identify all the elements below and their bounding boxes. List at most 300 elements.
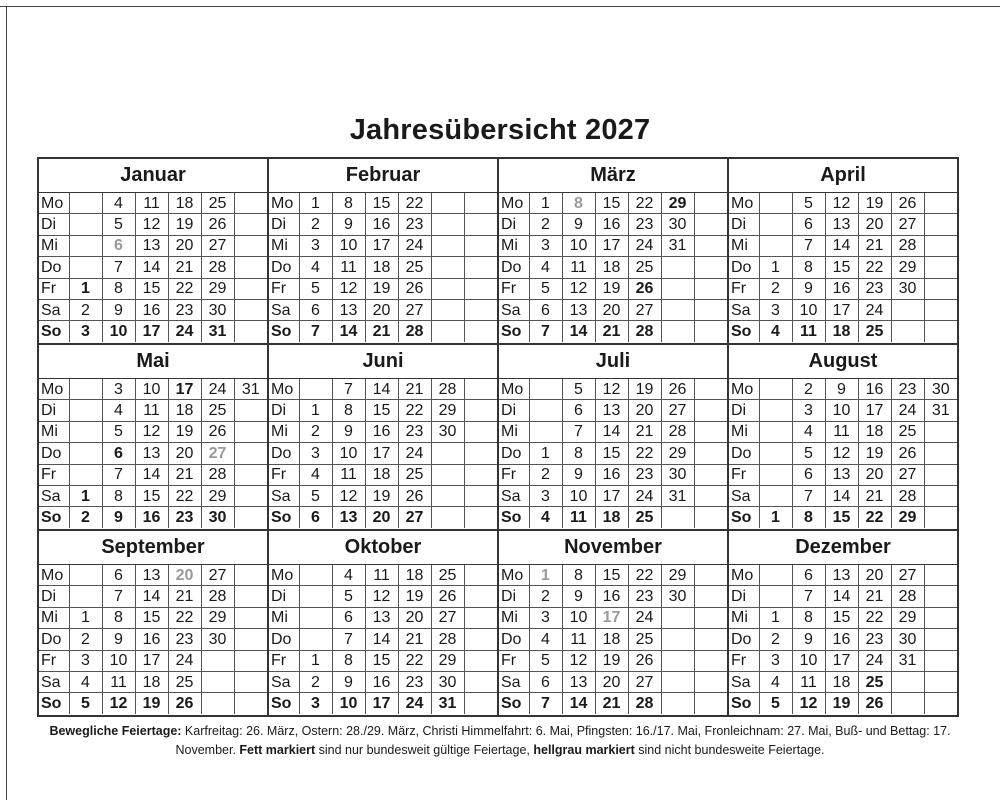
day-cell: 28 <box>201 464 234 485</box>
day-cell: 6 <box>102 235 135 256</box>
weekday-label: Di <box>729 214 759 235</box>
day-cell: 24 <box>168 650 201 671</box>
day-cell: 29 <box>201 607 234 628</box>
day-cell: 14 <box>562 321 595 342</box>
day-cell: 23 <box>168 629 201 650</box>
day-cell: 23 <box>858 278 891 299</box>
month-block <box>37 157 267 343</box>
day-cell: 26 <box>431 586 464 607</box>
day-cell: 24 <box>858 299 891 320</box>
month-block <box>727 529 959 717</box>
day-cell: 28 <box>661 421 694 442</box>
weekday-row <box>729 671 957 692</box>
day-cell: 23 <box>891 379 924 400</box>
weekday-label: Sa <box>729 671 759 692</box>
weekday-label: Mi <box>269 421 299 442</box>
day-cell: 11 <box>562 257 595 278</box>
weekday-label: So <box>499 693 529 714</box>
weekday-row <box>269 693 497 714</box>
day-cell: 2 <box>69 299 102 320</box>
day-cell: 13 <box>562 671 595 692</box>
month-block <box>497 529 727 717</box>
day-cell: 15 <box>365 193 398 214</box>
month-days-table <box>269 193 497 342</box>
day-cell <box>924 235 957 256</box>
day-cell <box>694 693 727 714</box>
day-cell <box>694 278 727 299</box>
weekday-label: So <box>39 507 69 528</box>
weekday-row <box>499 650 727 671</box>
weekday-label: Do <box>729 443 759 464</box>
weekday-label: Fr <box>499 278 529 299</box>
weekday-label: Mi <box>39 421 69 442</box>
day-cell: 20 <box>365 299 398 320</box>
day-cell: 2 <box>69 507 102 528</box>
day-cell: 1 <box>299 400 332 421</box>
day-cell: 3 <box>792 400 825 421</box>
day-cell <box>464 193 497 214</box>
day-cell: 21 <box>858 586 891 607</box>
day-cell <box>69 586 102 607</box>
year-calendar-grid <box>37 157 957 717</box>
day-cell: 11 <box>332 464 365 485</box>
day-cell: 20 <box>595 671 628 692</box>
day-cell: 19 <box>168 421 201 442</box>
weekday-label: Do <box>499 257 529 278</box>
day-cell: 8 <box>102 278 135 299</box>
day-cell <box>69 421 102 442</box>
day-cell: 13 <box>825 565 858 586</box>
day-cell: 7 <box>332 629 365 650</box>
day-cell: 22 <box>858 507 891 528</box>
day-cell <box>201 650 234 671</box>
day-cell: 30 <box>891 278 924 299</box>
day-cell <box>464 650 497 671</box>
weekday-row <box>269 586 497 607</box>
day-cell: 23 <box>858 629 891 650</box>
day-cell <box>201 671 234 692</box>
day-cell: 25 <box>858 321 891 342</box>
day-cell: 20 <box>168 443 201 464</box>
month-name: Juli <box>499 345 727 379</box>
day-cell <box>464 671 497 692</box>
day-cell: 27 <box>891 464 924 485</box>
day-cell: 11 <box>332 257 365 278</box>
weekday-label: Di <box>729 586 759 607</box>
day-cell: 16 <box>135 507 168 528</box>
day-cell: 12 <box>332 485 365 506</box>
day-cell <box>759 565 792 586</box>
day-cell: 17 <box>365 693 398 714</box>
weekday-label: So <box>269 321 299 342</box>
day-cell: 19 <box>628 379 661 400</box>
day-cell <box>924 443 957 464</box>
weekday-row <box>499 235 727 256</box>
day-cell <box>694 193 727 214</box>
day-cell: 8 <box>792 607 825 628</box>
day-cell <box>464 299 497 320</box>
day-cell: 18 <box>858 421 891 442</box>
day-cell <box>234 650 267 671</box>
weekday-label: Mo <box>729 379 759 400</box>
day-cell <box>924 650 957 671</box>
day-cell: 10 <box>102 321 135 342</box>
day-cell: 10 <box>825 400 858 421</box>
month-name: Februar <box>269 159 497 193</box>
weekday-row <box>499 193 727 214</box>
weekday-row <box>39 693 267 714</box>
day-cell: 13 <box>135 443 168 464</box>
day-cell: 28 <box>398 321 431 342</box>
weekday-label: Di <box>39 586 69 607</box>
weekday-label: Mi <box>499 235 529 256</box>
day-cell <box>759 235 792 256</box>
weekday-row <box>269 321 497 342</box>
weekday-row <box>269 443 497 464</box>
weekday-row <box>269 565 497 586</box>
day-cell: 2 <box>529 214 562 235</box>
weekday-label: Mo <box>269 193 299 214</box>
day-cell <box>464 464 497 485</box>
weekday-label: Sa <box>729 485 759 506</box>
day-cell: 24 <box>168 321 201 342</box>
day-cell: 27 <box>431 607 464 628</box>
weekday-row <box>729 379 957 400</box>
weekday-row <box>499 278 727 299</box>
day-cell: 21 <box>595 321 628 342</box>
weekday-row <box>499 214 727 235</box>
day-cell <box>234 629 267 650</box>
day-cell <box>694 257 727 278</box>
weekday-label: Mi <box>269 235 299 256</box>
day-cell: 1 <box>759 507 792 528</box>
weekday-label: Fr <box>729 464 759 485</box>
day-cell: 1 <box>299 650 332 671</box>
day-cell <box>759 214 792 235</box>
month-days-table <box>729 379 957 528</box>
weekday-label: So <box>729 693 759 714</box>
day-cell <box>694 485 727 506</box>
day-cell: 18 <box>135 671 168 692</box>
day-cell <box>299 607 332 628</box>
footnote-movable-label: Bewegliche Feiertage: <box>49 724 182 738</box>
day-cell: 3 <box>299 235 332 256</box>
day-cell <box>234 693 267 714</box>
day-cell: 10 <box>792 650 825 671</box>
day-cell: 25 <box>858 671 891 692</box>
day-cell: 6 <box>299 299 332 320</box>
day-cell: 25 <box>431 565 464 586</box>
weekday-row <box>269 278 497 299</box>
day-cell <box>234 321 267 342</box>
day-cell: 18 <box>595 507 628 528</box>
day-cell: 21 <box>168 464 201 485</box>
day-cell <box>234 257 267 278</box>
day-cell: 6 <box>792 214 825 235</box>
day-cell: 26 <box>628 278 661 299</box>
day-cell <box>759 421 792 442</box>
weekday-label: Fr <box>39 650 69 671</box>
weekday-label: Sa <box>39 671 69 692</box>
day-cell: 15 <box>595 443 628 464</box>
day-cell <box>759 443 792 464</box>
day-cell: 14 <box>332 321 365 342</box>
day-cell: 16 <box>365 214 398 235</box>
day-cell: 14 <box>595 421 628 442</box>
day-cell: 19 <box>858 193 891 214</box>
day-cell <box>234 485 267 506</box>
day-cell: 9 <box>102 629 135 650</box>
day-cell: 7 <box>102 257 135 278</box>
day-cell <box>924 193 957 214</box>
day-cell: 5 <box>102 214 135 235</box>
day-cell: 11 <box>135 193 168 214</box>
weekday-label: Mo <box>39 565 69 586</box>
day-cell: 7 <box>102 464 135 485</box>
weekday-label: Do <box>39 443 69 464</box>
weekday-label: Fr <box>269 464 299 485</box>
day-cell: 14 <box>825 586 858 607</box>
day-cell: 15 <box>595 193 628 214</box>
day-cell <box>464 400 497 421</box>
day-cell: 23 <box>398 214 431 235</box>
weekday-label: So <box>729 321 759 342</box>
weekday-label: Mi <box>39 607 69 628</box>
weekday-label: So <box>39 693 69 714</box>
day-cell: 17 <box>858 400 891 421</box>
month-name: Dezember <box>729 531 957 565</box>
day-cell: 17 <box>365 443 398 464</box>
day-cell <box>234 607 267 628</box>
day-cell: 10 <box>792 299 825 320</box>
day-cell: 2 <box>529 464 562 485</box>
weekday-row <box>729 464 957 485</box>
day-cell <box>464 443 497 464</box>
day-cell: 4 <box>529 629 562 650</box>
weekday-row <box>499 464 727 485</box>
day-cell: 15 <box>135 485 168 506</box>
day-cell <box>234 299 267 320</box>
day-cell: 9 <box>562 214 595 235</box>
day-cell: 16 <box>825 278 858 299</box>
day-cell: 9 <box>562 464 595 485</box>
month-days-table <box>729 193 957 342</box>
day-cell: 1 <box>759 607 792 628</box>
day-cell: 1 <box>529 193 562 214</box>
weekday-label: Do <box>499 443 529 464</box>
day-cell: 1 <box>299 193 332 214</box>
weekday-label: Do <box>729 257 759 278</box>
weekday-label: Sa <box>39 299 69 320</box>
day-cell: 10 <box>102 650 135 671</box>
weekday-row <box>729 235 957 256</box>
weekday-label: Di <box>39 214 69 235</box>
weekday-row <box>729 321 957 342</box>
day-cell: 17 <box>595 485 628 506</box>
day-cell: 22 <box>168 278 201 299</box>
weekday-row <box>39 193 267 214</box>
day-cell: 13 <box>365 607 398 628</box>
day-cell: 1 <box>529 443 562 464</box>
weekday-row <box>729 607 957 628</box>
day-cell <box>464 586 497 607</box>
day-cell: 17 <box>135 321 168 342</box>
day-cell: 4 <box>792 421 825 442</box>
day-cell: 28 <box>431 629 464 650</box>
day-cell: 19 <box>135 693 168 714</box>
day-cell <box>464 214 497 235</box>
day-cell: 29 <box>661 193 694 214</box>
day-cell: 13 <box>595 400 628 421</box>
weekday-row <box>499 443 727 464</box>
weekday-row <box>499 321 727 342</box>
day-cell: 7 <box>792 485 825 506</box>
day-cell: 15 <box>135 278 168 299</box>
day-cell <box>694 379 727 400</box>
day-cell: 9 <box>332 214 365 235</box>
month-name: September <box>39 531 267 565</box>
month-name: Oktober <box>269 531 497 565</box>
day-cell: 8 <box>562 193 595 214</box>
day-cell: 6 <box>792 565 825 586</box>
day-cell <box>431 214 464 235</box>
day-cell: 18 <box>168 400 201 421</box>
weekday-row <box>39 629 267 650</box>
day-cell: 29 <box>661 565 694 586</box>
day-cell: 19 <box>595 650 628 671</box>
day-cell: 25 <box>628 257 661 278</box>
day-cell <box>464 693 497 714</box>
day-cell: 23 <box>398 671 431 692</box>
day-cell: 26 <box>628 650 661 671</box>
day-cell: 24 <box>628 607 661 628</box>
day-cell: 12 <box>562 278 595 299</box>
day-cell: 30 <box>201 629 234 650</box>
day-cell: 16 <box>858 379 891 400</box>
day-cell: 20 <box>168 565 201 586</box>
weekday-row <box>39 565 267 586</box>
weekday-row <box>499 671 727 692</box>
weekday-label: Fr <box>39 464 69 485</box>
weekday-label: Mi <box>499 421 529 442</box>
weekday-row <box>269 485 497 506</box>
day-cell: 20 <box>398 607 431 628</box>
day-cell: 4 <box>102 400 135 421</box>
day-cell: 6 <box>562 400 595 421</box>
day-cell <box>924 257 957 278</box>
day-cell: 2 <box>299 671 332 692</box>
weekday-label: Di <box>269 400 299 421</box>
weekday-label: Mo <box>499 565 529 586</box>
month-block <box>37 343 267 529</box>
day-cell: 27 <box>398 299 431 320</box>
weekday-row <box>39 235 267 256</box>
day-cell: 26 <box>891 193 924 214</box>
day-cell <box>201 693 234 714</box>
weekday-row <box>39 586 267 607</box>
day-cell: 5 <box>759 693 792 714</box>
day-cell <box>529 379 562 400</box>
day-cell <box>924 214 957 235</box>
day-cell: 3 <box>529 235 562 256</box>
footnote-bold-label: Fett markiert <box>239 743 316 757</box>
day-cell: 4 <box>529 257 562 278</box>
day-cell: 23 <box>628 586 661 607</box>
day-cell: 20 <box>168 235 201 256</box>
day-cell: 14 <box>825 485 858 506</box>
day-cell <box>924 586 957 607</box>
day-cell <box>661 629 694 650</box>
day-cell <box>694 586 727 607</box>
day-cell <box>694 607 727 628</box>
weekday-label: Fr <box>269 650 299 671</box>
day-cell: 7 <box>102 586 135 607</box>
weekday-row <box>269 400 497 421</box>
month-block <box>267 529 497 717</box>
weekday-label: So <box>499 321 529 342</box>
day-cell: 9 <box>792 629 825 650</box>
weekday-label: Fr <box>499 464 529 485</box>
weekday-label: Sa <box>729 299 759 320</box>
day-cell: 27 <box>201 565 234 586</box>
day-cell: 2 <box>792 379 825 400</box>
weekday-label: Do <box>269 629 299 650</box>
day-cell <box>891 671 924 692</box>
day-cell <box>694 507 727 528</box>
day-cell: 9 <box>102 507 135 528</box>
weekday-row <box>269 464 497 485</box>
day-cell: 14 <box>365 629 398 650</box>
month-block <box>267 343 497 529</box>
weekday-label: Do <box>269 443 299 464</box>
day-cell: 11 <box>365 565 398 586</box>
weekday-label: Do <box>39 629 69 650</box>
day-cell: 7 <box>529 321 562 342</box>
day-cell: 28 <box>628 321 661 342</box>
day-cell: 6 <box>299 507 332 528</box>
month-block <box>497 157 727 343</box>
weekday-label: Mi <box>729 421 759 442</box>
weekday-row <box>39 299 267 320</box>
day-cell: 27 <box>661 400 694 421</box>
day-cell: 31 <box>431 693 464 714</box>
day-cell: 26 <box>398 485 431 506</box>
day-cell: 8 <box>332 650 365 671</box>
day-cell <box>694 321 727 342</box>
day-cell: 13 <box>332 299 365 320</box>
day-cell: 13 <box>562 299 595 320</box>
day-cell: 10 <box>135 379 168 400</box>
day-cell: 21 <box>858 235 891 256</box>
holiday-footnote <box>20 722 980 760</box>
day-cell: 22 <box>628 443 661 464</box>
day-cell: 30 <box>661 464 694 485</box>
day-cell: 17 <box>595 607 628 628</box>
day-cell: 31 <box>234 379 267 400</box>
day-cell: 5 <box>69 693 102 714</box>
weekday-label: Di <box>499 214 529 235</box>
weekday-label: Do <box>499 629 529 650</box>
weekday-row <box>729 507 957 528</box>
weekday-row <box>269 214 497 235</box>
day-cell: 6 <box>102 443 135 464</box>
weekday-label: Mo <box>39 379 69 400</box>
day-cell: 27 <box>201 443 234 464</box>
month-days-table <box>269 565 497 714</box>
month-days-table <box>39 193 267 342</box>
weekday-label: Sa <box>269 671 299 692</box>
day-cell: 22 <box>628 193 661 214</box>
